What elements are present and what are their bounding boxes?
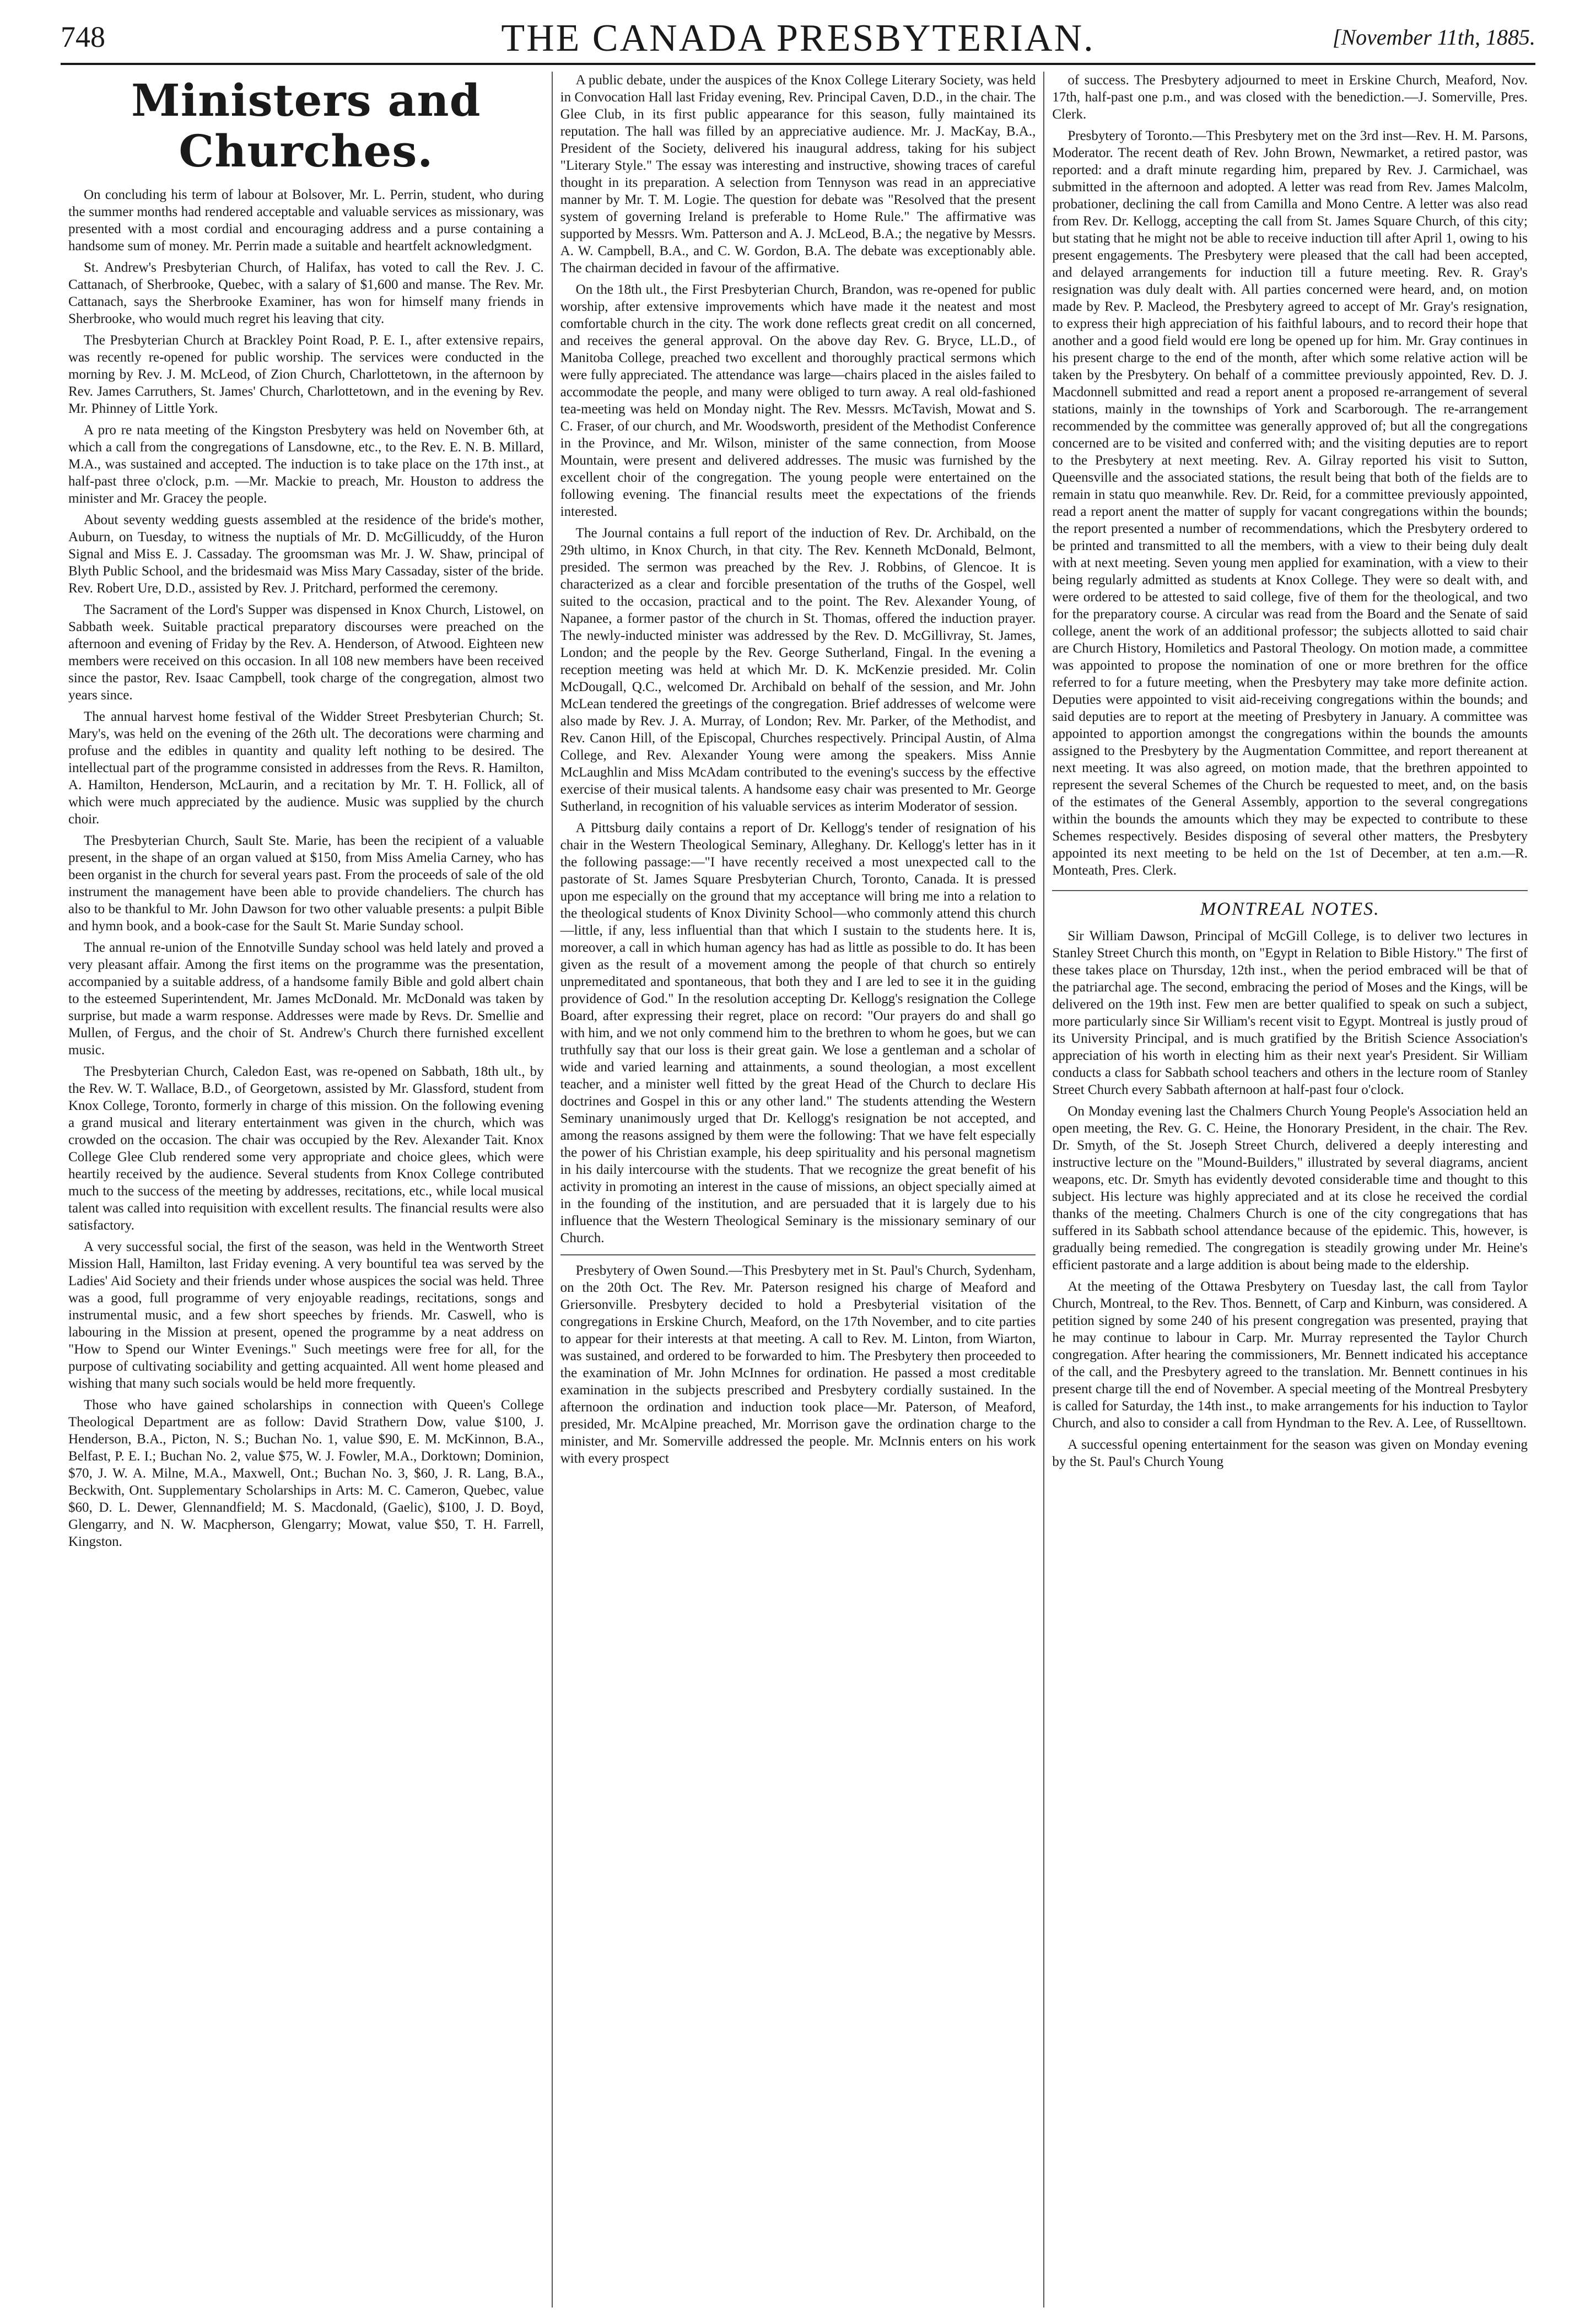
column-divider-rule — [560, 1254, 1036, 1255]
article-paragraph: A successful opening entertainment for the season was given on Monday evening by the St. Paul's Church Young — [1052, 1437, 1528, 1469]
article-paragraph: A very successful social, the first of the season, was held in the Wentworth Street Mission Hall, Hamilton, last Friday evening. A very bountiful tea was served by the Ladies' Aid Society and their friends under whose auspices the social was held. Three was a good, full programme of very enjoyable readings, recitations, songs and instrumental music, and a few short speeches by friends. Mr. Caswell, who is labouring in the Mission at present, opened the programme by a neat address on "How to Spend our Winter Evenings." Such meetings were free for all, for the purpose of cultivating sociability and getting acquainted. All went home pleased and wishing that many such socials would be held more frequently. — [68, 1239, 544, 1391]
article-paragraph: On concluding his term of labour at Bolsover, Mr. L. Perrin, student, who during the summer months had rendered acceptable and valuable services as missionary, was presented with a most cordial and encouraging address and a purse containing a handsome sum of money. Mr. Perrin made a suitable and heartfelt acknowledgment. — [68, 187, 544, 254]
column-2-presbytery-report — [560, 1262, 1036, 1467]
article-paragraph: The Presbyterian Church at Brackley Point Road, P. E. I., after extensive repairs, was recently re-opened for public worship. The services were conducted in the morning by Rev. J. M. McLeod, of Zion Church, Charlottetown, in the afternoon by Rev. James Carruthers, St. James' Church, Charlottetown, and in the evening by Rev. Mr. Phinney of Little York. — [68, 333, 544, 416]
column-3-paragraphs — [1052, 72, 1528, 879]
column-3-montreal-notes — [1052, 928, 1528, 1470]
section-title: Ministers and Churches. — [131, 74, 481, 177]
journal-title: THE CANADA PRESBYTERIAN. — [501, 17, 1095, 60]
article-paragraph: At the meeting of the Ottawa Presbytery on Tuesday last, the call from Taylor Church, Montreal, to the Rev. Thos. Bennett, of Carp and Kinburn, was considered. A petition signed by some 240 of his present congregation was presented, praying that he may continue to labour in Carp. Mr. Murray represented the Taylor Church congregation. After hearing the commissioners, Mr. Bennett indicated his acceptance of the call, and the Presbytery agreed to the translation. Mr. Bennett continues in his present charge till the end of November. A special meeting of the Montreal Presbytery is called for Saturday, the 14th inst., to make arrangements for his induction to Taylor Church, and also to consider a call from Hyndman to the Rev. A. Lee, of Russelltown. — [1052, 1279, 1528, 1431]
article-paragraph: Presbytery of Toronto.—This Presbytery met on the 3rd inst—Rev. H. M. Parsons, Moderator. The recent death of Rev. John Brown, Newmarket, a retired pastor, was reported: and a draft minute regarding him, prepared by Rev. J. Carmichael, was submitted in the afternoon and adopted. A letter was read from Rev. James Malcolm, probationer, declining the call from Camilla and Mono Centre. A letter was also read from Rev. Dr. Kellogg, accepting the call from St. James Square Church, of this city; but stating that he might not be able to receive induction till after April 1, owing to his present engagements. The Presbytery were pleased that the call had been accepted, and delayed arrangements for induction till a future meeting. Rev. R. Gray's resignation was duly dealt with. All parties concerned were heard, and, on motion made by Rev. P. Macleod, the Presbytery agreed to accept of Mr. Gray's resignation, to express their high appreciation of his faithful labours, and to record their hope that another and a good field would ere long be opened up for him. Mr. Gray continues in his present charge to the end of the month, after which some relative action will be taken by the Presbytery. On behalf of a committee previously appointed, Rev. D. J. Macdonnell submitted and read a report anent a proposed re-arrangement of several stations, mainly in the townships of York and Scarborough. The re-arrangement recommended by the committee was generally approved of; but all the congregations concerned are to be visited and conferred with; and the visiting deputies are to report to the Presbytery at next meeting. Rev. A. Gilray reported his visit to Sutton, Queensville and the associated stations, the result being that both of the fields are to remain in statu quo meanwhile. Rev. Dr. Reid, for a committee previously appointed, read a report anent the matter of supply for vacant congregations within the bounds; the report presented a number of recommendations, which the Presbytery ordered to be printed and transmitted to all the members, with a view to their being duly dealt with at next meeting. Seven young men applied for examination, with a view to their being regularly admitted as students at Knox College. They were so dealt with, and were ordered to be attested to said college, five of them for the theological, and two for the preparatory course. A circular was read from the Board and the Senate of said college, anent the work of an additional professor; the subjects allotted to said chair are Church History, Homiletics and Pastoral Theology. On motion made, a committee was appointed to propose the nomination of one or more brethren for the office referred to for a future meeting, when the Presbytery may take more definite action. Deputies were appointed to visit aid-receiving congregations within the bounds; and said deputies are to report at the meeting of Presbytery in January. A committee was appointed to apportion amongst the congregations within the bounds the amounts assigned to the Presbytery by the Augmentation Committee, and report thereanent at next meeting. It was also agreed, on motion made, that the brethren appointed to represent the several Schemes of the Church be requested to meet, and, on the basis of the estimates of the General Assembly, apportion to the several congregations within the bounds the amounts which they may be expected to contribute to these Schemes respectively. Besides disposing of several other matters, the Presbytery appointed its next meeting to be held on the 1st of December, at ten a.m.—R. Monteath, Pres. Clerk. — [1052, 128, 1528, 878]
article-paragraph: The Presbyterian Church, Sault Ste. Marie, has been the recipient of a valuable present, in the shape of an organ valued at $150, from Miss Amelia Carney, who has been organist in the church for several years past. From the proceeds of sale of the old instrument the management have been able to provide chandeliers. The church has also to be thankful to Mr. John Dawson for two other valuable presents: a pulpit Bible and hymn book, and a book-case for the Sault St. Marie Sunday school. — [68, 833, 544, 934]
montreal-notes-heading: MONTREAL NOTES. — [1052, 890, 1528, 920]
page-number: 748 — [61, 20, 105, 53]
article-paragraph: The annual harvest home festival of the Widder Street Presbyterian Church; St. Mary's, was held on the evening of the 26th ult. The decorations were charming and profuse and the edibles in quantity and quality left nothing to be desired. The intellectual part of the programme consisted in addresses from the Revs. R. Hamilton, A. Hamilton, Henderson, McLaurin, and a recitation by Mr. T. H. Follick, all of which were much appreciated by the audience. Music was supplied by the church choir. — [68, 709, 544, 827]
column-1 — [61, 72, 552, 2307]
article-paragraph: The annual re-union of the Ennotville Sunday school was held lately and proved a very pleasant affair. Among the first items on the programme was the presentation, accompanied by a suitable address, of a handsome family Bible and gold albert chain to the esteemed Superintendent, Mr. James McDonald. Mr. McDonald was taken by surprise, but made a warm response. Addresses were made by Revs. Dr. Smellie and Mullen, of Fergus, and the choir of St. Andrew's Church there furnished excellent music. — [68, 940, 544, 1058]
column-2 — [552, 72, 1044, 2307]
article-paragraph: On the 18th ult., the First Presbyterian Church, Brandon, was re-opened for public worship, after extensive improvements which have made it the neatest and most comfortable church in the city. The work done reflects great credit on all concerned, and receives the general approval. On the above day Rev. G. Bryce, LL.D., of Manitoba College, preached two excellent and thoroughly practical sermons which were fully appreciated. The attendance was large—chairs placed in the aisles failed to accommodate the people, and many were obliged to turn away. A real old-fashioned tea-meeting was held on Monday night. The Rev. Messrs. McTavish, Mowat and S. C. Fraser, of our church, and Mr. Woodsworth, president of the Methodist Conference in the Province, and Mr. Wilson, minister of the same connection, from Moose Mountain, were present and delivered addresses. The music was furnished by the excellent choir of the congregation. The young people were entertained on the following evening. The financial results meet the expectations of the friends interested. — [560, 282, 1036, 519]
article-paragraph: Sir William Dawson, Principal of McGill College, is to deliver two lectures in Stanley Street Church this month, on "Egypt in Relation to Bible History." The first of these takes place on Thursday, 12th inst., when the period embraced will be that of the patriarchal age. The second, embracing the period of Moses and the Kings, will be delivered on the 19th inst. Few men are better qualified to speak on such a subject, more particularly since Sir William's recent visit to Egypt. Montreal is justly proud of its University Principal, and is much gratified by the British Science Association's appreciation of his worth in electing him as their next year's President. Sir William conducts a class for Sabbath school teachers and others in the lecture room of Stanley Street Church every Sabbath afternoon at half-past four o'clock. — [1052, 929, 1528, 1097]
issue-date: [November 11th, 1885. — [1332, 25, 1535, 50]
column-2-paragraphs — [560, 72, 1036, 1247]
page-header — [61, 17, 1535, 65]
article-paragraph: Presbytery of Owen Sound.—This Presbytery met in St. Paul's Church, Sydenham, on the 20th Oct. The Rev. Mr. Paterson resigned his charge of Meaford and Griersonville. Presbytery decided to hold a Presbyterial visitation of the congregations in Erskine Church, Meaford, on the 17th November, and to cite parties to appear for their interests at that meeting. A call to Rev. M. Linton, from Wiarton, was sustained, and ordered to be forwarded to him. The Presbytery then proceeded to the examination of Mr. John McInnes for ordination. He passed a most creditable examination in the subjects prescribed and Presbytery cordially sustained. In the afternoon the ordination and induction took place—Mr. Paterson, of Meaford, presided, Mr. McAlpine preached, Mr. Morrison gave the ordination charge to the minister, and Mr. Somerville addressed the people. Mr. McInnis enters on his work with every prospect — [560, 1263, 1036, 1466]
article-columns — [61, 72, 1535, 2307]
article-paragraph: The Journal contains a full report of the induction of Rev. Dr. Archibald, on the 29th ultimo, in Knox Church, in that city. The Rev. Kenneth McDonald, Belmont, presided. The sermon was preached by the Rev. J. Robbins, of Glencoe. It is characterized as a clear and forcible presentation of the truths of the Gospel, well suited to the occasion, practical and to the point. The Rev. Alexander Young, of Napanee, a former pastor of the church in St. Thomas, offered the induction prayer. The newly-inducted minister was addressed by the Rev. D. McGillivray, St. James, London; and the people by the Rev. George Sutherland, Fingal. In the evening a reception meeting was held at which Mr. D. K. McKenzie presided. Mr. Colin McDougall, Q.C., welcomed Dr. Archibald on behalf of the session, and Mr. John McLean tendered the greetings of the congregation. Brief addresses of welcome were also made by Rev. J. A. Murray, of London; Rev. Mr. Parker, of the Methodist, and Rev. Canon Hill, of the Episcopal, Churches respectively. Principal Austin, of Alma College, and Rev. Alexander Young were among the speakers. Miss Annie McLaughlin and Miss McAdam contributed to the evening's success by the effective exercise of their musical talents. A handsome easy chair was presented to Mr. George Sutherland, in recognition of his valuable services as interim Moderator of session. — [560, 526, 1036, 814]
column-1-paragraphs — [68, 186, 544, 1550]
article-paragraph: A Pittsburg daily contains a report of Dr. Kellogg's tender of resignation of his chair in the Western Theological Seminary, Alleghany. Dr. Kellogg's letter has in it the following passage:—"I have recently received a most unexpected call to the pastorate of St. James Square Presbyterian Church, Toronto, Canada. It is pressed upon me especially on the ground that my acceptance will bring me into a relation to the theological students of Knox Divinity School—who commonly attend this church—little, if any, less influential than that which I sustain to the students here. It is, moreover, a call in which human agency has had as little as possible to do. It has been given as the result of a movement among the people of that church so entirely unpremeditated and spontaneous, that both they and I are led to see it in the guiding providence of God." In the resolution accepting Dr. Kellogg's resignation the College Board, after expressing their regret, place on record: "Our prayers do and shall go with him, and we not only commend him to the brethren to whom he goes, but we can truthfully say that our loss is their great gain. We lose a gentleman and a scholar of wide and varied learning and attainments, a sound theologian, a most excellent teacher, and a minister well fitted by the great Head of the Church to declare His doctrines and Gospel in this or any other land." The students attending the Western Seminary unanimously urged that Dr. Kellogg's resignation be not accepted, and among the reasons assigned by them were the following: That we have felt especially the power of his Christian example, his deep spirituality and his personal magnetism in his daily intercourse with the students. That we recognize the great benefit of his activity in promoting an interest in the cause of missions, an object specially aimed at in the founding of the institution, and are persuaded that it is largely due to his influence that the Western Theological Seminary is the missionary seminary of our Church. — [560, 821, 1036, 1245]
article-paragraph: The Presbyterian Church, Caledon East, was re-opened on Sabbath, 18th ult., by the Rev. W. T. Wallace, B.D., of Georgetown, assisted by Mr. Glassford, student from Knox College, Toronto, formerly in charge of this mission. On the following evening a grand musical and literary entertainment was given in the church, which was crowded on the occasion. The chair was occupied by the Rev. Alexander Tait. Knox College Glee Club rendered some very appropriate and choice glees, which were heartily received by the audience. Several students from Knox College contributed much to the success of the meeting by addresses, recitations, etc., while local musical talent was called into requisition with excellent results. The financial results were also satisfactory. — [68, 1064, 544, 1233]
article-paragraph: Those who have gained scholarships in connection with Queen's College Theological Department are as follow: David Strathern Dow, value $100, J. Henderson, B.A., Picton, N. S.; Buchan No. 1, value $90, E. M. McKinnon, B.A., Belfast, P. E. I.; Buchan No. 2, value $75, W. J. Fowler, M.A., Dorktown; Dominion, $70, J. W. A. Milne, M.A., Maxwell, Ont.; Buchan No. 3, $60, J. R. Lang, B.A., Beckwith, Ont. Supplementary Scholarships in Arts: M. C. Cameron, Quebec, value $60, D. L. Dewer, Glennandfield; M. S. Macdonald, (Gaelic), $100, J. D. Boyd, Glengarry, and N. W. Macpherson, Glengarry; Mowat, value $50, T. H. Farrell, Kingston. — [68, 1398, 544, 1549]
column-3 — [1043, 72, 1535, 2307]
article-paragraph: A public debate, under the auspices of the Knox College Literary Society, was held in Convocation Hall last Friday evening, Rev. Principal Caven, D.D., in the chair. The Glee Club, in its first public appearance for this season, fully maintained its reputation. The hall was filled by an appreciative audience. Mr. J. MacKay, B.A., President of the Society, delivered his inaugural address, taking for his subject "Literary Style." The essay was interesting and instructive, showing traces of careful thought in its preparation. A selection from Tennyson was read in an appreciative manner by Mr. T. M. Logie. The question for debate was "Resolved that the present system of governing Ireland is preferable to Home Rule." The affirmative was supported by Messrs. Wm. Patterson and A. J. McLeod, B.A.; the negative by Messrs. A. W. Campbell, B.A., and C. W. Gordon, B.A. The debate was exceptionably able. The chairman decided in favour of the affirmative. — [560, 73, 1036, 276]
article-paragraph: About seventy wedding guests assembled at the residence of the bride's mother, Auburn, on Tuesday, to witness the nuptials of Mr. D. McGillicuddy, of the Huron Signal and Miss E. J. Cassaday. The groomsman was Mr. J. W. Shaw, principal of Blyth Public School, and the bridesmaid was Miss Mary Cassaday, sister of the bride. Rev. Robert Ure, D.D., assisted by Rev. J. Pritchard, performed the ceremony. — [68, 513, 544, 596]
article-paragraph: The Sacrament of the Lord's Supper was dispensed in Knox Church, Listowel, on Sabbath week. Suitable practical preparatory discourses were preached on the afternoon and evening of Friday by the Rev. A. Henderson, of Atwood. Eighteen new members were received on this occasion. In all 108 new members have been received since the pastor, Rev. Isaac Campbell, took charge of the congregation, almost two years since. — [68, 602, 544, 703]
article-paragraph: of success. The Presbytery adjourned to meet in Erskine Church, Meaford, Nov. 17th, half-past one p.m., and was closed with the benediction.—J. Somerville, Pres. Clerk. — [1052, 73, 1528, 122]
article-paragraph: A pro re nata meeting of the Kingston Presbytery was held on November 6th, at which a call from the congregations of Lansdowne, etc., to the Rev. E. N. B. Millard, M.A., was sustained and accepted. The induction is to take place on the 17th inst., at half-past three o'clock, p.m. —Mr. Mackie to preach, Mr. Houston to address the minister and Mr. Gracey the people. — [68, 423, 544, 506]
article-paragraph: St. Andrew's Presbyterian Church, of Halifax, has voted to call the Rev. J. C. Cattanach, of Sherbrooke, Quebec, with a salary of $1,600 and manse. The Rev. Mr. Cattanach, says the Sherbrooke Examiner, has won for himself many friends in Sherbrooke, who would much regret his leaving that city. — [68, 260, 544, 326]
article-paragraph: On Monday evening last the Chalmers Church Young People's Association held an open meeting, the Rev. G. C. Heine, the Honorary President, in the chair. The Rev. Dr. Smyth, of the St. Joseph Street Church, delivered a deeply interesting and instructive lecture on the "Mound-Builders," illustrated by several diagrams, ancient weapons, etc. Dr. Smyth has evidently devoted considerable time and thought to this subject. His lecture was highly appreciated and at its close he received the cordial thanks of the meeting. Chalmers Church is one of the city congregations that has suffered in its Sabbath school attendance because of the epidemic. This, however, is gradually being remedied. The congregation is steadily growing under Mr. Heine's efficient pastorate and a large addition is about being made to the eldership. — [1052, 1104, 1528, 1272]
